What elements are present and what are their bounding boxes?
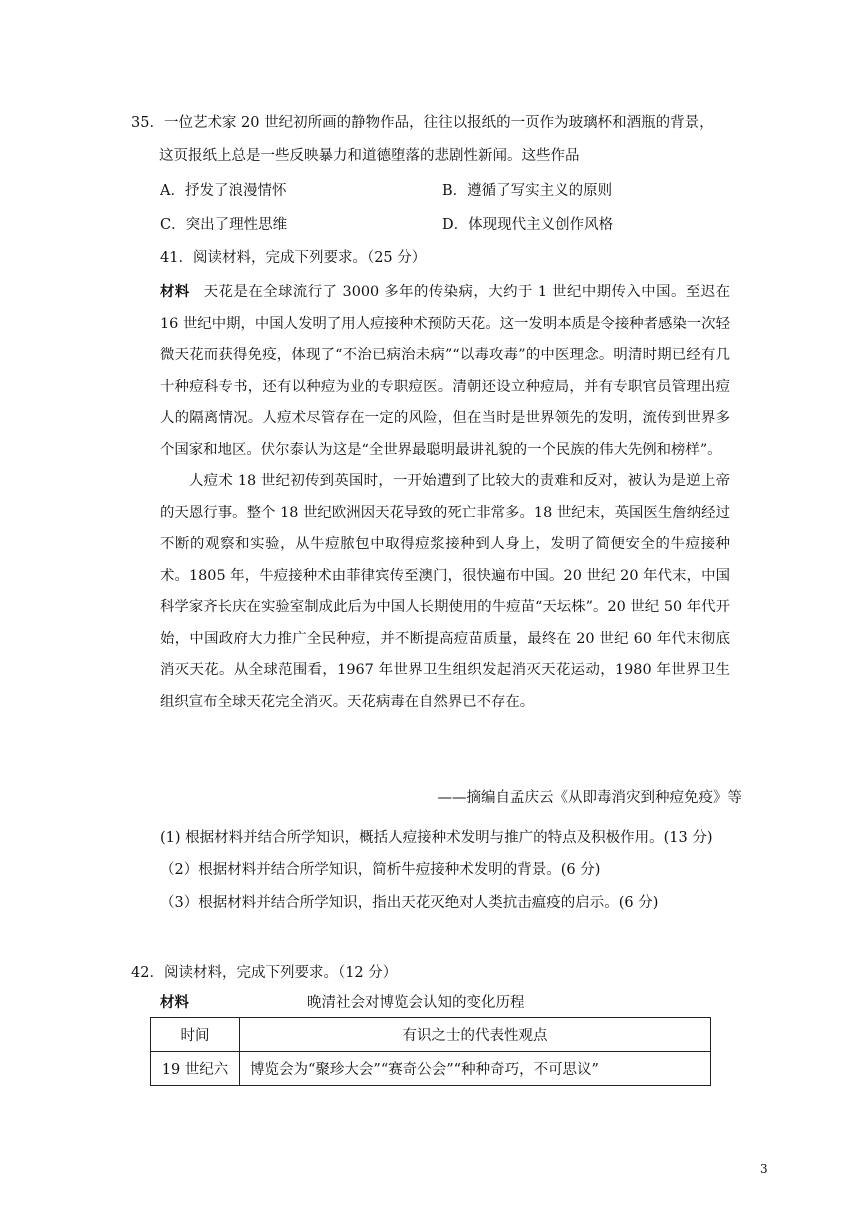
q35-stem-line2: 这页报纸上总是一些反映暴力和道德堕落的悲剧性新闻。这些作品 [159, 148, 580, 164]
table-cell-time: 19 世纪六 [151, 1052, 240, 1086]
q35-option-c: C．突出了理性思维 [160, 217, 288, 233]
q41-material-para2: 人痘术 18 世纪初传到英国时，一开始遭到了比较大的责难和反对，被认为是逆上帝的天恩行事。整个 18 世纪欧洲因天花导致的死亡非常多。18 世纪末，英国医生詹纳经过不断的观察和实验，从牛痘脓包中取得痘浆接种到人身上，发明了简便安全的牛痘接种术。1805 年，牛痘接种术由菲律宾传至澳门，很快遍布中国。20 世纪 20 年代末，中国科学家齐长庆在实验室制成此后为中国人长期使用的牛痘苗“天坛株”。20 世纪 50 年代开始，中国政府大力推广全民种痘，并不断提高痘苗质量，最终在 20 世纪 60 年代末彻底消灭天花。从全球范围看，1967 年世界卫生组织发起消灭天花运动，1980 年世界卫生组织宣布全球天花完全消灭。天花病毒在自然界已不存在。 [160, 473, 730, 710]
q35-option-d: D．体现现代主义创作风格 [442, 217, 614, 233]
table-cell-viewpoint: 博览会为“聚珍大会”“赛奇公会”“种种奇巧，不可思议” [240, 1052, 711, 1086]
q41-para1-text: 天花是在全球流行了 3000 多年的传染病，大约于 1 世纪中期传入中国。至迟在 16 世纪中期，中国人发明了用人痘接种术预防天花。这一发明本质是令接种者感染一次轻微天花而获得免疫，体现了“不治已病治未病”“以毒攻毒”的中医理念。明清时期已经有几十种痘科专书，还有以种痘为业的专职痘医。清朝还设立种痘局，并有专职官员管理出痘人的隔离情况。人痘术尽管存在一定的风险，但在当时是世界领先的发明，流传到世界多个国家和地区。伏尔泰认为这是“全世界最聪明最讲礼貌的一个民族的伟大先例和榜样”。 [160, 284, 730, 458]
material-label: 材料 [160, 283, 190, 300]
q42-table [150, 1017, 711, 1086]
q41-source-citation: ——摘编自孟庆云《从即毒消灾到种痘免疫》等 [437, 790, 742, 806]
q35-stem-line1: 35．一位艺术家 20 世纪初所画的静物作品，往往以报纸的一页作为玻璃杯和酒瓶的背景， [131, 115, 714, 131]
table-header-viewpoint: 有识之士的代表性观点 [240, 1018, 711, 1052]
q35-option-b: B．遵循了写实主义的原则 [442, 183, 613, 199]
q42-table-title: 晚清社会对博览会认知的变化历程 [307, 995, 525, 1011]
table-header-row [151, 1018, 711, 1052]
q41-task-3: （3）根据材料并结合所学知识，指出天花灭绝对人类抗击瘟疫的启示。(6 分) [160, 895, 659, 911]
q41-material-para1 [160, 276, 730, 466]
q42-material-label: 材料 [160, 994, 189, 1011]
q41-prompt: 41．阅读材料，完成下列要求。（25 分） [160, 250, 427, 266]
question-35 [131, 111, 714, 164]
q41-material [160, 276, 730, 718]
q41-task-2: （2）根据材料并结合所学知识，简析牛痘接种术发明的背景。(6 分) [160, 862, 601, 878]
table-header-time: 时间 [151, 1018, 240, 1052]
q42-prompt: 42．阅读材料，完成下列要求。（12 分） [131, 965, 398, 981]
page-number: 3 [760, 1162, 768, 1176]
q35-option-a: A．抒发了浪漫情怀 [160, 183, 287, 199]
q41-task-1: (1) 根据材料并结合所学知识，概括人痘接种术发明与推广的特点及积极作用。(13 分) [160, 830, 713, 846]
table-row [151, 1052, 711, 1086]
